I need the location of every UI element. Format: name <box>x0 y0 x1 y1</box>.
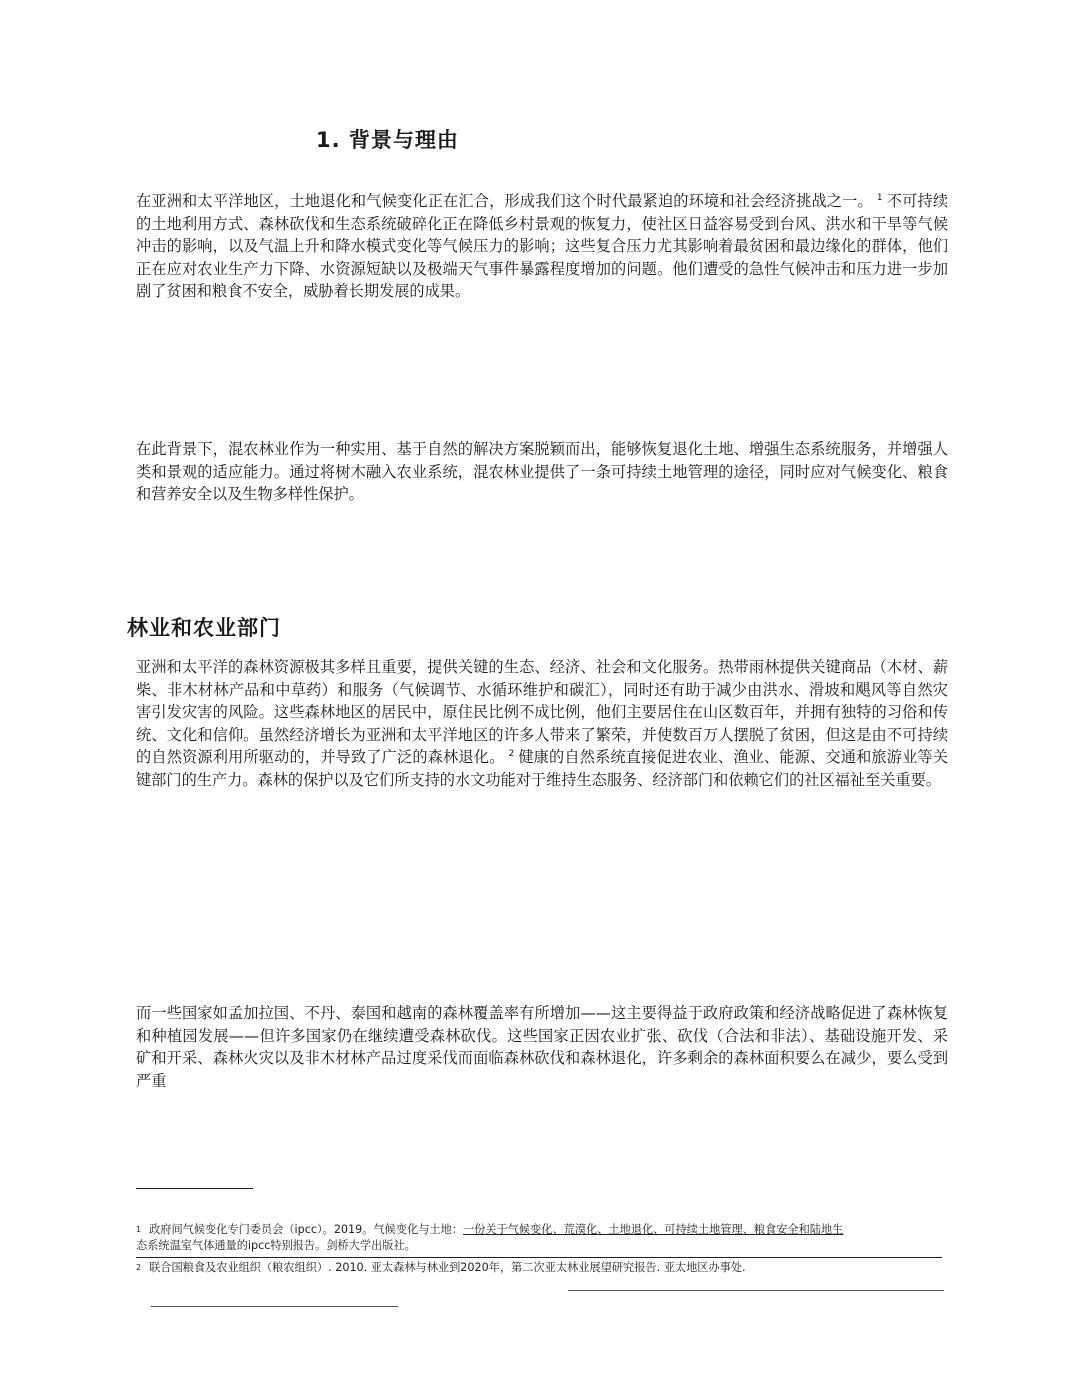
page-rule-right <box>568 1290 944 1291</box>
footnote-1 <box>136 1222 942 1254</box>
paragraph-text: 在亚洲和太平洋地区，土地退化和气候变化正在汇合，形成我们这个时代最紧迫的环境和社会经济挑战之一。 <box>136 192 873 210</box>
paragraph-background-2: 在此背景下，混农林业作为一种实用、基于自然的解决方案脱颖而出，能够恢复退化土地、增强生态系统服务，并增强人类和景观的适应能力。通过将树木融入农业系统，混农林业提供了一条可持续土地管理的途径，同时应对气候变化、粮食和营养安全以及生物多样性保护。 <box>136 440 948 503</box>
footnote-text: 态系统温室气体通量的ipcc特别报告。剑桥大学出版社。 <box>136 1239 416 1252</box>
footnote-separator <box>136 1188 253 1189</box>
paragraph-text: 健康的自然系统直接促进农业、渔业、能源、交通和旅游业等关键部门的生产力。森林的保护以及它们所支持的水文功能对于维持生态服务、经济部门和依赖它们的社区福祉至关重要。 <box>136 748 949 789</box>
paragraph-forestry-2: 而一些国家如孟加拉国、不丹、泰国和越南的森林覆盖率有所增加——这主要得益于政府政策和经济战略促进了森林恢复和种植园发展——但许多国家仍在继续遭受森林砍伐。这些国家正因农业扩张、砍伐（合法和非法）、基础设施开发、采矿和开采、森林火灾以及非木材林产品过度采伐而面临森林砍伐和森林退化，许多剩余的森林面积要么在减少，要么受到严重 <box>136 1004 948 1090</box>
footnote-ref-1[interactable]: 1 <box>876 192 883 203</box>
footnote-2 <box>136 1260 942 1276</box>
footnote-number: 1 <box>136 1225 142 1234</box>
footnote-ref-2[interactable]: 2 <box>508 748 515 759</box>
paragraph-text: 亚洲和太平洋的森林资源极其多样且重要，提供关键的生态、经济、社会和文化服务。热带雨林提供关键商品（木材、薪柴、非木材林产品和中草药）和服务（气候调节、水循环维护和碳汇），同时还有助于减少由洪水、滑坡和飓风等自然灾害引发灾害的风险。这些森林地区的居民中，原住民比例不成比例，他们主要居住在山区数百年，并拥有独特的习俗和传统、文化和信仰。虽然经济增长为亚洲和太平洋地区的许多人带来了繁荣，并使数百万人摆脱了贫困，但这是由不可持续的自然资源利用所驱动的，并导致了广泛的森林退化。 <box>136 658 948 766</box>
footnote-divider <box>136 1257 942 1258</box>
paragraph-forestry-1 <box>136 656 948 791</box>
paragraph-background-1 <box>136 190 948 303</box>
paragraph-text: 不可持续的土地利用方式、森林砍伐和生态系统破碎化正在降低乡村景观的恢复力，使社区日益容易受到台风、洪水和干旱等气候冲击的影响，以及气温上升和降水模式变化等气候压力的影响；这些复合压力尤其影响着最贫困和最边缘化的群体，他们正在应对农业生产力下降、水资源短缺以及极端天气事件暴露程度增加的问题。他们遭受的急性气候冲击和压力进一步加剧了贫困和粮食不安全，威胁着长期发展的成果。 <box>136 192 949 300</box>
footnote-text: 联合国粮食及农业组织（粮农组织）. 2010. 亚太森林与林业到2020年，第二次亚太林业展望研究报告. 亚太地区办事处. <box>149 1261 746 1274</box>
footnote-number: 2 <box>136 1263 142 1272</box>
section-title-background: 1. 背景与理由 <box>316 128 459 152</box>
section-title-forestry: 林业和农业部门 <box>127 616 281 640</box>
footnote-text: 政府间气候变化专门委员会（ipcc）。2019。气候变化与土地： <box>149 1223 463 1236</box>
footnote-citation-link[interactable]: 一份关于气候变化、荒漠化、土地退化、可持续土地管理、粮食安全和陆地生 <box>462 1223 844 1236</box>
page-rule-left <box>151 1306 398 1307</box>
footnotes <box>136 1222 942 1276</box>
